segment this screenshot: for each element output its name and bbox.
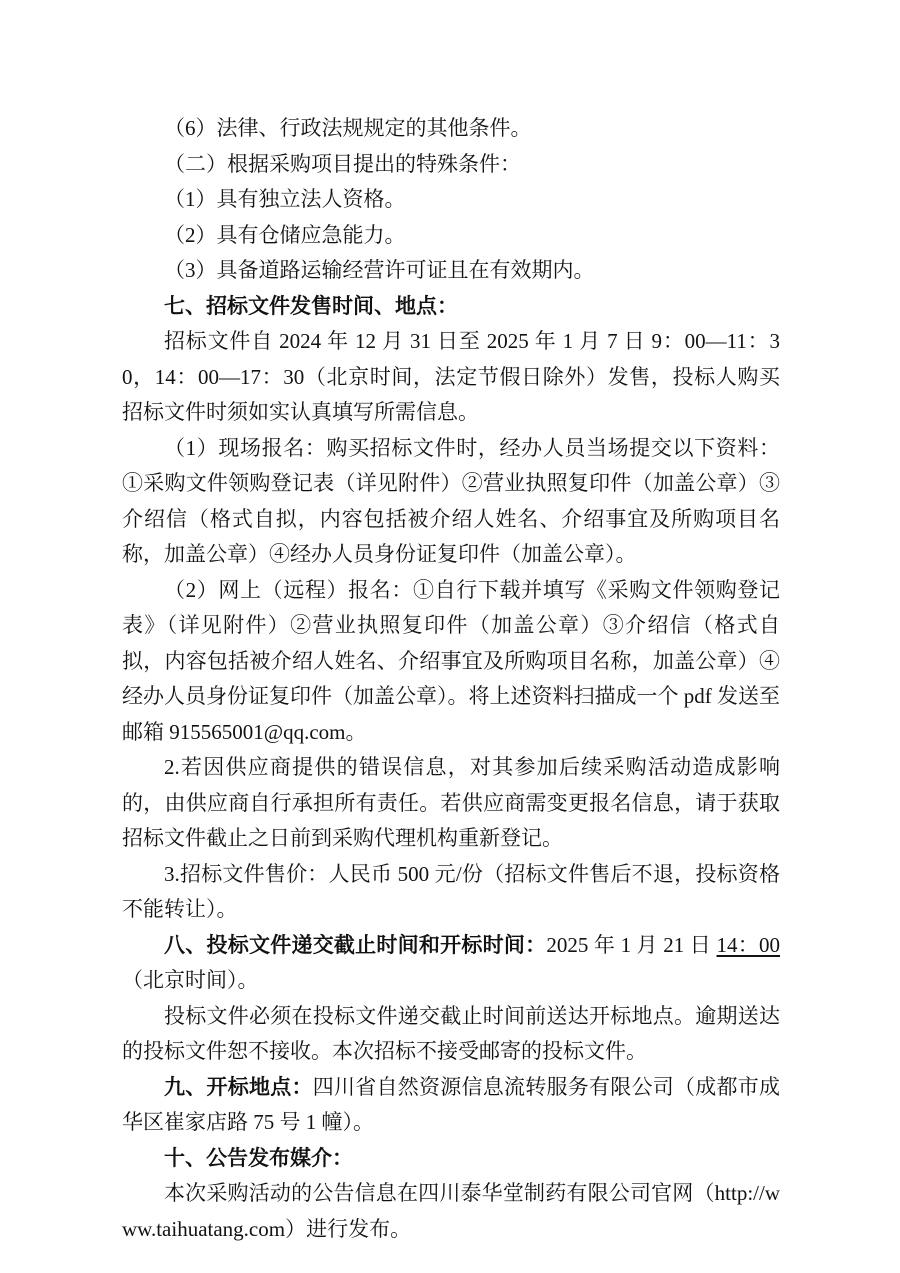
wrong-info-liability-paragraph: 2.若因供应商提供的错误信息，对其参加后续采购活动造成影响的，由供应商自行承担所有责任。若供应商需变更报名信息，请于获取招标文件截止之日前到采购代理机构重新登记。: [122, 755, 780, 850]
online-registration-paragraph: （2）网上（远程）报名：①自行下载并填写《采购文件领购登记表》（详见附件）②营业执照复印件（加盖公章）③介绍信（格式自拟，内容包括被介绍人姓名、介绍事宜及所购项目名称，加盖公章）④经办人员身份证复印件（加盖公章）。将上述资料扫描成一个 pdf 发送至邮箱 915565001@qq.com。: [122, 577, 780, 744]
clause-special-condition-2: （2）具有仓储应急能力。: [164, 222, 406, 247]
clause-special-conditions-title: （二）根据采购项目提出的特殊条件：: [164, 151, 521, 176]
section-8-heading: 八、投标文件递交截止时间和开标时间：: [164, 932, 547, 957]
section-8-deadline-paragraph: [122, 928, 780, 999]
deadline-time-underlined: 14：00: [716, 932, 781, 957]
clause-special-condition-3: （3）具备道路运输经营许可证且在有效期内。: [164, 258, 595, 282]
section-7-heading: 七、招标文件发售时间、地点：: [164, 293, 458, 318]
section-9-heading: 九、开标地点：: [164, 1074, 313, 1099]
clause-special-condition-1: （1）具有独立法人资格。: [164, 187, 406, 211]
sale-time-paragraph: 招标文件自 2024 年 12 月 31 日至 2025 年 1 月 7 日 9：00—11：30，14：00—17：30（北京时间，法定节假日除外）发售，投标人购买招标文件时须如实认真填写所需信息。: [122, 329, 780, 424]
deadline-date-text: 2025 年 1 月 21 日: [546, 932, 717, 957]
opening-location-text: 四川省自然资源信息流转服务有限公司（成都市成华区崔家店路 75 号 1 幢）。: [122, 1074, 780, 1134]
announcement-media-paragraph: 本次采购活动的公告信息在四川泰华堂制药有限公司官网（http://www.taihuatang.com）进行发布。: [122, 1181, 780, 1241]
section-9-location-paragraph: [122, 1070, 780, 1141]
submission-requirement-paragraph: 投标文件必须在投标文件递交截止时间前送达开标地点。逾期送达的投标文件恕不接收。本次招标不接受邮寄的投标文件。: [122, 1003, 780, 1063]
onsite-registration-paragraph: （1）现场报名：购买招标文件时，经办人员当场提交以下资料：①采购文件领购登记表（详见附件）②营业执照复印件（加盖公章）③介绍信（格式自拟，内容包括被介绍人姓名、介绍事宜及所购项目名称，加盖公章）④经办人员身份证复印件（加盖公章）。: [122, 435, 780, 566]
document-price-paragraph: 3.招标文件售价：人民币 500 元/份（招标文件售后不退，投标资格不能转让）。: [122, 861, 780, 921]
deadline-timezone-text: （北京时间）。: [122, 968, 259, 992]
clause-general-condition-6: （6）法律、行政法规规定的其他条件。: [164, 116, 532, 140]
section-10-heading: 十、公告发布媒介：: [164, 1145, 353, 1170]
